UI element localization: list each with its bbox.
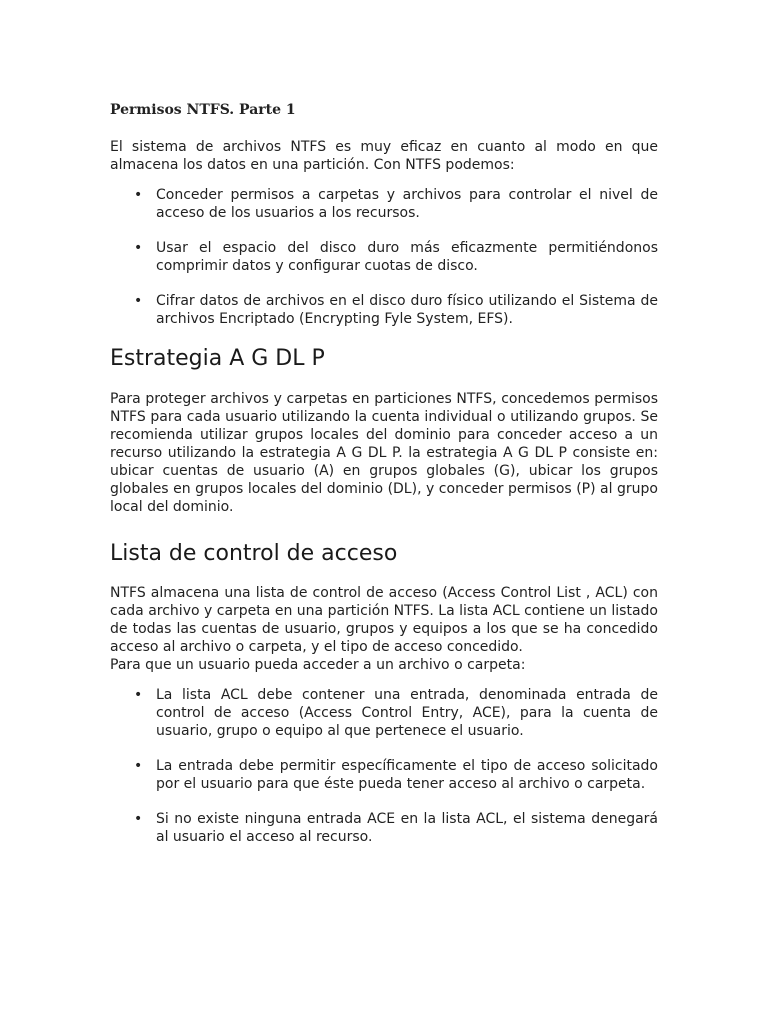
bullet-icon: • bbox=[134, 187, 143, 203]
bullet-icon: • bbox=[134, 687, 143, 703]
bullet-icon: • bbox=[134, 811, 143, 827]
list-item-text: La lista ACL debe contener una entrada, denominada entrada de control de acceso (Access Control Entry, ACE), para la cuenta de usuario, grupo o equipo al que pertenece el usuario. bbox=[156, 687, 658, 739]
section-heading-acl: Lista de control de acceso bbox=[110, 541, 398, 566]
document-body bbox=[110, 100, 658, 863]
list-item-text: Usar el espacio del disco duro más eficazmente permitiéndonos comprimir datos y configurar cuotas de disco. bbox=[156, 240, 658, 274]
list-item-text: Conceder permisos a carpetas y archivos para controlar el nivel de acceso de los usuarios a los recursos. bbox=[156, 187, 658, 221]
acl-paragraph: NTFS almacena una lista de control de acceso (Access Control List , ACL) con cada archivo y carpeta en una partición NTFS. La lista ACL contiene un listado de todas las cuentas de usuario, grupos y equipos a los que se ha concedido acceso al archivo o carpeta, y el tipo de acceso concedido. bbox=[110, 585, 658, 655]
acl-paragraph-2: Para que un usuario pueda acceder a un archivo o carpeta: bbox=[110, 657, 526, 673]
bullet-icon: • bbox=[134, 240, 143, 256]
intro-paragraph: El sistema de archivos NTFS es muy eficaz en cuanto al modo en que almacena los datos en una partición. Con NTFS podemos: bbox=[110, 139, 658, 173]
intro-bullet-list bbox=[110, 186, 658, 328]
section-heading-strategy: Estrategia A G DL P bbox=[110, 346, 325, 371]
list-item bbox=[110, 686, 658, 740]
list-item bbox=[110, 239, 658, 275]
list-item bbox=[110, 186, 658, 222]
list-item-text: La entrada debe permitir específicamente el tipo de acceso solicitado por el usuario para que éste pueda tener acceso al archivo o carpeta. bbox=[156, 758, 658, 792]
bullet-icon: • bbox=[134, 758, 143, 774]
list-item bbox=[110, 810, 658, 846]
list-item bbox=[110, 757, 658, 793]
document-title: Permisos NTFS. Parte 1 bbox=[110, 102, 296, 118]
list-item-text: Cifrar datos de archivos en el disco duro físico utilizando el Sistema de archivos Encriptado (Encrypting Fyle System, EFS). bbox=[156, 293, 658, 327]
acl-bullet-list bbox=[110, 686, 658, 846]
list-item bbox=[110, 292, 658, 328]
strategy-paragraph: Para proteger archivos y carpetas en particiones NTFS, concedemos permisos NTFS para cada usuario utilizando la cuenta individual o utilizando grupos. Se recomienda utilizar grupos locales del dominio para conceder acceso a un recurso utilizando la estrategia A G DL P. la estrategia A G DL P consiste en: ubicar cuentas de usuario (A) en grupos globales (G), ubicar los grupos globales en grupos locales del dominio (DL), y conceder permisos (P) al grupo local del dominio. bbox=[110, 391, 658, 515]
list-item-text: Si no existe ninguna entrada ACE en la lista ACL, el sistema denegará al usuario el acceso al recurso. bbox=[156, 811, 658, 845]
bullet-icon: • bbox=[134, 293, 143, 309]
